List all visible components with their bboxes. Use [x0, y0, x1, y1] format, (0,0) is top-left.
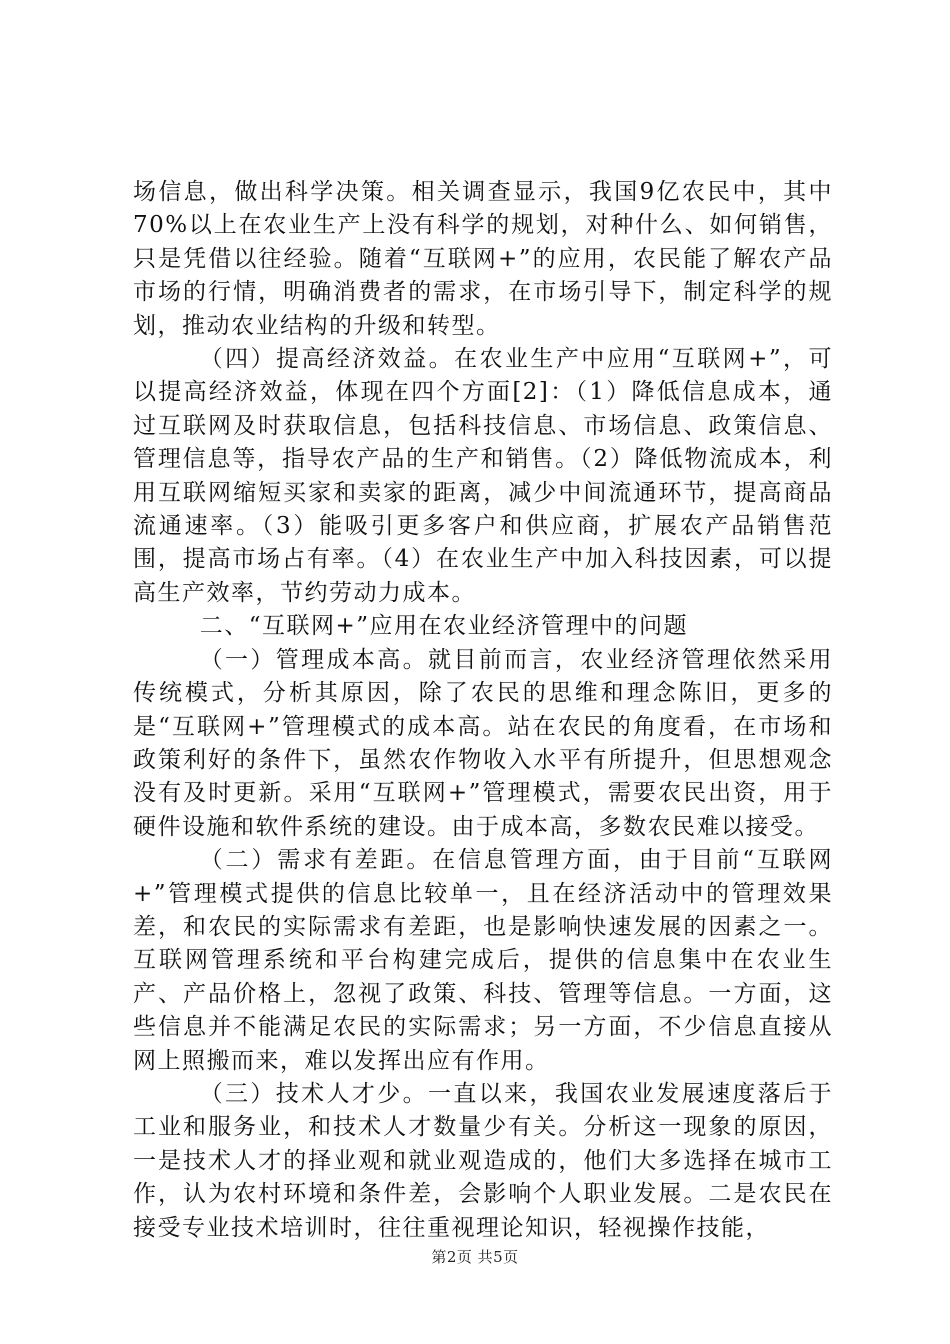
section-heading-problems: 二、“互联网+”应用在农业经济管理中的问题 — [199, 613, 688, 640]
paragraph-economic-benefit: （四）提高经济效益。在农业生产中应用“互联网+”，可以提高经济效益，体现在四个方面[2]：（1）降低信息成本，通过互联网及时获取信息，包括科技信息、市场信息、政策信息、管理信息等，指导农产品的生产和销售。（2）降低物流成本，利用互联网缩短买家和卖家的距离，减少中间流通环节，提高商品流通速率。（3）能吸引更多客户和供应商，扩展农产品销售范围，提高市场占有率。（4）在农业生产中加入科技因素，可以提高生产效率，节约劳动力成本。 — [133, 346, 833, 606]
paragraph-talent-shortage: （三）技术人才少。一直以来，我国农业发展速度落后于工业和服务业，和技术人才数量少有关。分析这一现象的原因，一是技术人才的择业观和就业观造成的，他们大多选择在城市工作，认为农村环境和条件差，会影响个人职业发展。二是农民在接受专业技术培训时，往往重视理论知识，轻视操作技能， — [133, 1080, 833, 1241]
paragraph-market-info: 场信息，做出科学决策。相关调查显示，我国9亿农民中，其中70%以上在农业生产上没有科学的规划，对种什么、如何销售，只是凭借以往经验。随着“互联网+”的应用，农民能了解农产品市场的行情，明确消费者的需求，在市场引导下，制定科学的规划，推动农业结构的升级和转型。 — [133, 179, 833, 339]
document-body — [133, 176, 833, 1245]
paragraph-management-cost: （一）管理成本高。就目前而言，农业经济管理依然采用传统模式，分析其原因，除了农民的思维和理念陈旧，更多的是“互联网+”管理模式的成本高。站在农民的角度看，在市场和政策利好的条件下，虽然农作物收入水平有所提升，但思想观念没有及时更新。采用“互联网+”管理模式，需要农民出资，用于硬件设施和软件系统的建设。由于成本高，多数农民难以接受。 — [133, 646, 833, 840]
page-number-footer: 第2页 共5页 — [431, 1248, 519, 1266]
paragraph-demand-gap: （二）需求有差距。在信息管理方面，由于目前“互联网+”管理模式提供的信息比较单一，且在经济活动中的管理效果差，和农民的实际需求有差距，也是影响快速发展的因素之一。互联网管理系统和平台构建完成后，提供的信息集中在农业生产、产品价格上，忽视了政策、科技、管理等信息。一方面，这些信息并不能满足农民的实际需求；另一方面，不少信息直接从网上照搬而来，难以发挥出应有作用。 — [133, 847, 833, 1074]
